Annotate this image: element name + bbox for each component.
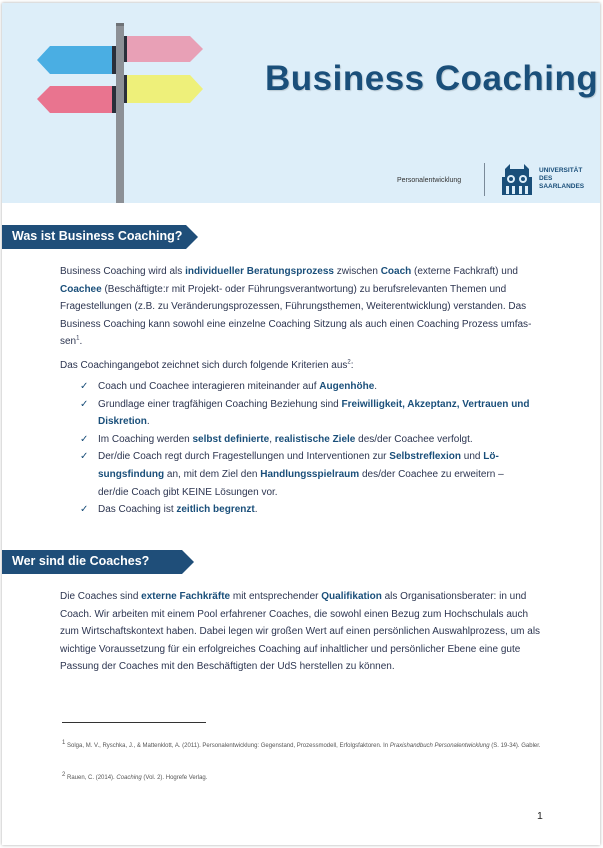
list-item: ✓ Grundlage einer tragfähigen Coaching Beziehung sind Freiwilligkeit, Akzeptanz, Vertrauen und Diskretion. [80, 396, 530, 431]
signpost-pole [116, 23, 124, 203]
check-icon: ✓ [80, 433, 89, 445]
unit-label: Personalentwicklung [397, 177, 462, 184]
check-icon: ✓ [80, 504, 89, 516]
footnote-2: $^2$ Rauen, C. (2014). Coaching (Vol. 2). Hogrefe Verlag. [62, 772, 208, 781]
section1-paragraph1: Business Coaching wird als individueller Beratungsprozess zwischen Coach (externe Fachkraft) und Coachee (Beschäftigte:r mit Projekt- oder Führungsverantwortung) zu berufsrelevanten Themen und Fragestellungen (z.B. zu Veränderungsprozessen, Führungsthemen, Weiterentwicklung) verstanden. Das Business Coaching kann sowohl eine einzelne Coaching Sitzung als auch einen Coaching Prozess umfassen$^1$. [60, 266, 532, 348]
list-item: ✓ Das Coaching ist zeitlich begrenzt. [80, 501, 530, 519]
footnote-1: $^1$ Solga, M. V., Ryschka, J., & Mattenklott, A. (2011). Personalentwicklung: Gegenstand, Prozessmodell, Erfolgsfaktoren. In Praxishandbuch Personalentwicklung (S. 19-34). Gabler. [62, 740, 541, 749]
arrow-pink [126, 36, 203, 62]
section-heading-what: Was ist Business Coaching? [2, 225, 198, 249]
university-name: UNIVERSITÄT DES SAARLANDES [539, 167, 585, 190]
document-page [2, 3, 600, 845]
section-heading-coaches: Wer sind die Coaches? [2, 550, 198, 574]
check-icon: ✓ [80, 451, 89, 463]
page-number: 1 [537, 810, 543, 822]
header-banner [2, 3, 600, 203]
arrow-red [37, 86, 114, 113]
arrow-yellow [126, 75, 203, 103]
university-logo-icon [500, 163, 534, 197]
signpost-illustration [2, 3, 232, 203]
check-icon: ✓ [80, 381, 89, 392]
header-divider [484, 163, 485, 196]
list-item: ✓ Coach und Coachee interagieren miteinander auf Augenhöhe. [80, 378, 530, 396]
footnote-separator [62, 722, 206, 723]
section2-paragraph: Die Coaches sind externe Fachkräfte mit entsprechender Qualifikation als Organisationsberater: in und Coach. Wir arbeiten mit einem Pool erfahrener Coaches, die sowohl einen Bezug zum Hochschulals auch zum Wirtschaftskontext haben. Dabei legen wir großen Wert auf einen persönlichen Auswahlprozess, um als wichtige Voraussetzung für ein erfolgreiches Coaching auf inhaltlicher und persönlicher Ebene eine gute Passung der Coaches mit den Beschäftigten der UdS herstellen zu können. [60, 591, 541, 673]
list-item: ✓ Der/die Coach regt durch Fragestellungen und Interventionen zur Selbstreflexion und Lösungsfindung an, mit dem Ziel den Handlungsspielraum des/der Coachee zu erweitern – der/die Coach gibt KEINE Lösungen vor. [80, 448, 530, 501]
page-title: Business Coaching [265, 59, 599, 98]
section1-paragraph2: Das Coachingangebot zeichnet sich durch folgende Kriterien aus$^2$: [60, 359, 354, 371]
arrow-blue [37, 46, 114, 74]
list-item: ✓ Im Coaching werden selbst definierte, realistische Ziele des/der Coachee verfolgt. [80, 431, 530, 449]
check-icon: ✓ [80, 398, 89, 410]
criteria-list [80, 378, 530, 519]
